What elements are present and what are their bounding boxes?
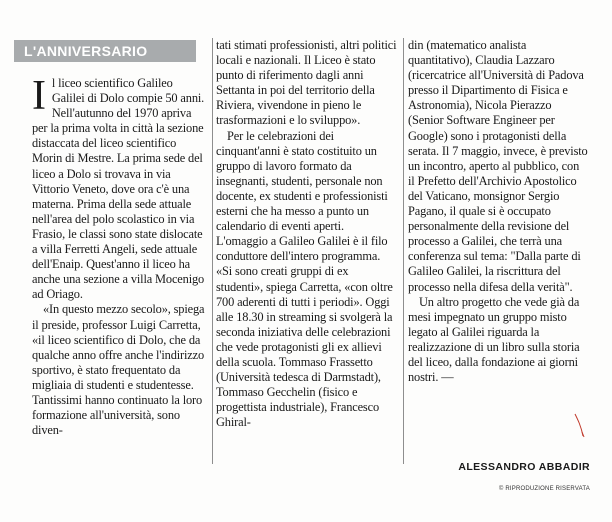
author-byline: ALESSANDRO ABBADIR <box>458 461 590 473</box>
paragraph-text: l liceo scientifico Galileo Galilei di Dolo compie 50 anni. Nell'autunno del 1970 apriva per la prima volta in città la sezione distaccata del liceo scientifico Morin di Mestre. La prima sede del liceo a Dolo si trovava in via Vittorio Veneto, dove ora c'è una materna. Prima della sede attuale nell'area del polo scolastico in via Frasio, le classi sono state dislocate a villa Ferretti Angeli, sede attuale dell'Enaip. Quest'anno il liceo ha anche una sezione a villa Mocenigo ad Oriago. <box>32 76 205 302</box>
article-paragraph: «In questo mezzo secolo», spiega il preside, professor Luigi Carretta, «il liceo scientifico di Dolo, che da qualche anno offre anche l'indirizzo sportivo, è stato frequentato da migliaia di studenti e studentesse. Tantissimi hanno continuato la loro formazione all'università, sono diven- <box>32 302 205 438</box>
section-banner: L'ANNIVERSARIO <box>14 40 196 62</box>
article-paragraph: Per le celebrazioni dei cinquant'anni è stato costituito un gruppo di lavoro formato da insegnanti, studenti, personale non docente, ex studenti e professionisti esterni che ha messo a punto un calendario di eventi aperti. L'omaggio a Galileo Galilei è il filo conduttore dell'intero programma. «Si sono creati gruppi di ex studenti», spiega Carretta, «con oltre 700 aderenti di tutti i periodi». Oggi alle 18.30 in streaming si svolgerà la seconda iniziativa delle celebrazioni che vede protagonisti gli ex allievi della scuola. Tommaso Frassetto (Università tedesca di Darmstadt), Tommaso Gecchelin (fisico e progettista industriale), Francesco Ghiral- <box>216 128 393 430</box>
column-divider <box>212 38 213 464</box>
article-paragraph: tati stimati professionisti, altri politici locali e nazionali. Il Liceo è stato punto di riferimento dagli anni Settanta in poi del territorio della Riviera, vivendone in pieno le trasformazioni e lo sviluppo». <box>216 38 397 128</box>
article-paragraph: Un altro progetto che vede già da mesi impegnato un gruppo misto legato al Galilei riguarda la realizzazione di un libro sulla storia del liceo, dalla fondazione ai giorni nostri. — <box>408 294 580 385</box>
article-paragraph <box>32 73 208 302</box>
column-divider <box>403 38 404 464</box>
article-column-1 <box>32 73 208 438</box>
pen-mark <box>572 412 586 438</box>
article-paragraph: din (matematico analista quantitativo), Claudia Lazzaro (ricercatrice all'Università di Padova presso il Dipartimento di Fisica e Astronomia), Nicola Pierazzo (Senior Software Engineer per Google) sono i protagonisti della serata. Il 7 maggio, invece, è previsto un incontro, aperto al pubblico, con il Prefetto dell'Archivio Apostolico del Vaticano, monsignor Sergio Pagano, il quale si è occupato personalmente della revisione del processo a Galilei, che terrà una conferenza sul tema: "Dalla parte di Galileo Galilei, la riscrittura del processo nella difesa della verità". <box>408 38 588 294</box>
copyright-notice: © RIPRODUZIONE RISERVATA <box>498 486 590 492</box>
drop-cap: I <box>32 73 46 119</box>
article-column-2 <box>216 38 398 430</box>
article-column-3 <box>408 38 588 385</box>
